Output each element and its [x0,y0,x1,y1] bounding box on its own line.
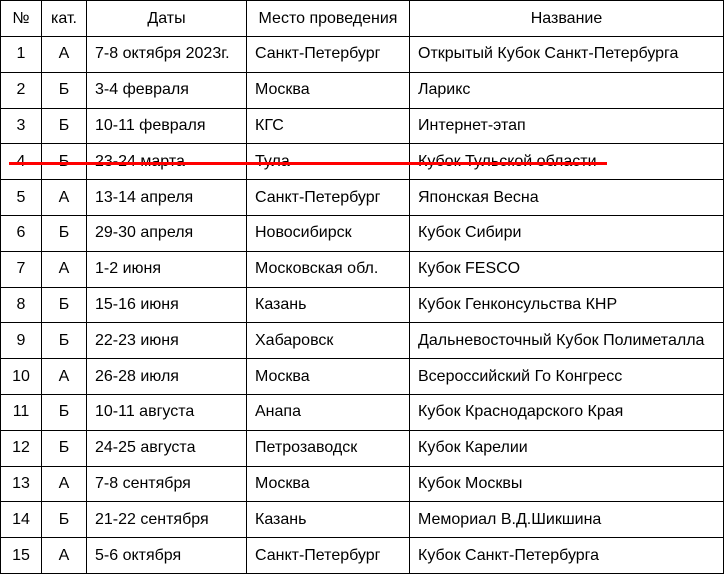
row-number: 15 [1,538,42,574]
row-name: Кубок Москвы [410,466,724,502]
row-number: 10 [1,359,42,395]
row-name: Японская Весна [410,180,724,216]
table-row [1,359,724,395]
row-category: Б [42,108,87,144]
row-category: А [42,37,87,73]
row-name: Кубок Краснодарского Края [410,394,724,430]
row-dates: 7-8 сентября [87,466,247,502]
table-row [1,37,724,73]
row-dates: 7-8 октября 2023г. [87,37,247,73]
row-place: Казань [247,287,410,323]
table-row [1,430,724,466]
row-place: Петрозаводск [247,430,410,466]
header-number: № [1,1,42,37]
row-place: Санкт-Петербург [247,538,410,574]
row-place: Москва [247,466,410,502]
table-row [1,180,724,216]
row-name: Кубок Карелии [410,430,724,466]
row-dates: 21-22 сентября [87,502,247,538]
row-number: 14 [1,502,42,538]
row-dates: 29-30 апреля [87,215,247,251]
row-name: Кубок Сибири [410,215,724,251]
table-row [1,287,724,323]
table-row [1,72,724,108]
row-dates: 10-11 августа [87,394,247,430]
row-number: 5 [1,180,42,216]
row-category: А [42,251,87,287]
row-number: 3 [1,108,42,144]
table-row [1,394,724,430]
row-number: 6 [1,215,42,251]
row-category: А [42,180,87,216]
row-place: Москва [247,359,410,395]
row-place: Москва [247,72,410,108]
row-number: 2 [1,72,42,108]
row-dates: 26-28 июля [87,359,247,395]
row-name: Открытый Кубок Санкт-Петербурга [410,37,724,73]
row-name: Кубок Генконсульства КНР [410,287,724,323]
row-number: 9 [1,323,42,359]
row-category: Б [42,430,87,466]
table-row [1,215,724,251]
row-number: 8 [1,287,42,323]
header-dates: Даты [87,1,247,37]
row-place: Анапа [247,394,410,430]
header-name: Название [410,1,724,37]
row-name: Дальневосточный Кубок Полиметалла [410,323,724,359]
row-place: Новосибирск [247,215,410,251]
row-dates: 5-6 октября [87,538,247,574]
header-place: Место проведения [247,1,410,37]
row-category: Б [42,72,87,108]
row-dates: 13-14 апреля [87,180,247,216]
row-dates: 3-4 февраля [87,72,247,108]
row-name: Всероссийский Го Конгресс [410,359,724,395]
row-number: 12 [1,430,42,466]
table-row [1,251,724,287]
row-place: Санкт-Петербург [247,37,410,73]
row-place: КГС [247,108,410,144]
row-category: Б [42,502,87,538]
row-dates: 22-23 июня [87,323,247,359]
table-row [1,538,724,574]
row-dates: 15-16 июня [87,287,247,323]
row-category: Б [42,215,87,251]
table-row [1,466,724,502]
cancelled-strikethrough-line [9,162,607,165]
row-number: 13 [1,466,42,502]
row-category: А [42,538,87,574]
row-dates: 24-25 августа [87,430,247,466]
row-name: Кубок Санкт-Петербурга [410,538,724,574]
row-category: А [42,359,87,395]
row-dates: 10-11 февраля [87,108,247,144]
row-name: Кубок FESCO [410,251,724,287]
row-place: Хабаровск [247,323,410,359]
row-dates: 1-2 июня [87,251,247,287]
row-category: Б [42,287,87,323]
row-name: Ларикс [410,72,724,108]
row-name: Мемориал В.Д.Шикшина [410,502,724,538]
row-number: 11 [1,394,42,430]
row-place: Казань [247,502,410,538]
row-place: Московская обл. [247,251,410,287]
row-category: А [42,466,87,502]
row-category: Б [42,394,87,430]
table-row [1,502,724,538]
row-category: Б [42,323,87,359]
table-header-row [1,1,724,37]
table-row [1,323,724,359]
row-place: Санкт-Петербург [247,180,410,216]
row-name: Интернет-этап [410,108,724,144]
row-number: 1 [1,37,42,73]
table-row [1,108,724,144]
header-category: кат. [42,1,87,37]
row-number: 7 [1,251,42,287]
